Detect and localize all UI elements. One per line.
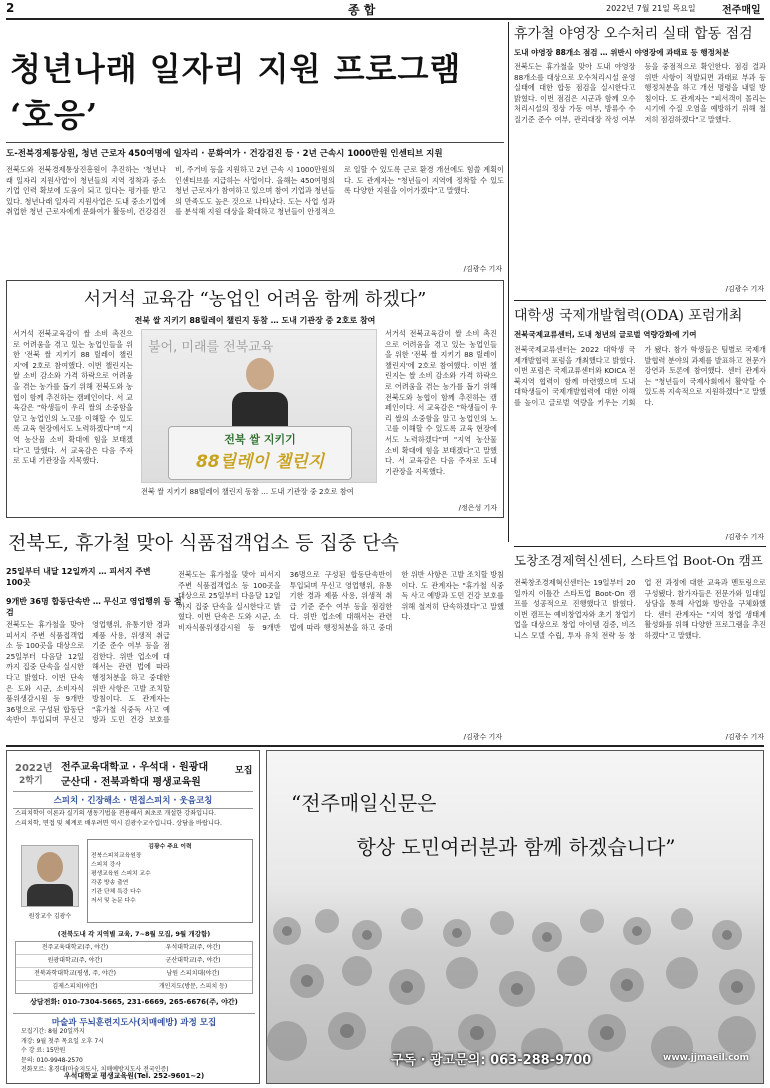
body-right: 서거석 전북교육감이 쌀 소비 촉진으로 어려움을 겪고 있는 농업인들을 위한 '전북 쌀 지키기 88 릴레이 챌린지'에 2호로 참여했다. 이번 챌린지는 쌀 소비 감소와 가격 하락으로 어려움을 겪는 농가를 돕기 위해 전북도와 농협이 함께 추진하는 캠페인이다. 서 교육감은 "학생들이 우리 쌀의 소중함을 알고 농업인의 노고를 이해할 수 있도록 교육 현장에서도 노력하겠다"며 "지역 농산물 소비 확대에 힘을 보태겠다"고 말했다. 서 교육감은 다음 주자로 도내 기관장을 지목했다. bbox=[385, 329, 497, 476]
ad-website: www.jjmaeil.com bbox=[663, 1053, 749, 1063]
photo-caption: 원장교수 김광수 bbox=[28, 913, 72, 920]
ad-intro-2: 스피치학, 면접 및 체계로 배우려면 역시 김광수교수입니다. 상담을 바랍니다. bbox=[15, 820, 222, 827]
headline: 서거석 교육감 “농업인 어려움 함께 하겠다” bbox=[83, 289, 427, 310]
subhead: 전북국제교류센터, 도내 청년의 글로벌 역량강화에 기여 bbox=[514, 330, 697, 339]
ad-line-1: “전주매일신문은 bbox=[291, 791, 437, 815]
article-resort bbox=[514, 24, 766, 294]
headline: 휴가철 야영장 오수처리 실태 합동 점검 bbox=[514, 26, 753, 42]
article-food bbox=[6, 524, 504, 742]
ads-top-rule bbox=[6, 745, 764, 747]
ad-footer: 우석대학교 평생교육원(Tel. 252-9601~2) bbox=[63, 1072, 205, 1080]
body: 전북도와 전북경제통상진흥원이 추진하는 '청년나래 일자리 지원사업'이 청년들의 지역 정착과 중소기업 인력 확보에 도움이 되고 있다는 평가를 받고 있다. 청년나래 일자리 지원사업은 도내 중소기업에 취업한 청년 근로자에게 문화여가 활동비, 건강검진비, 주거비 등을 지원하고 2년 근속 시 1000만원의 인센티브를 지급하는 사업이다. 올해는 450여명의 청년 근로자가 참여하고 있으며 참여 기업과 청년들의 만족도도 높은 것으로 나타났다. 도는 사업 성과를 분석해 지원 대상을 확대하고 청년들이 안정적으로 일할 수 있도록 근로 환경 개선에도 힘쓸 계획이다. 도 관계자는 "청년들이 지역에 정착할 수 있도록 다양한 지원을 이어가겠다"고 말했다. bbox=[6, 165, 504, 217]
ad-phone: 상담전화: 010-7304-5665, 231-6669, 265-6676(주, 야간) bbox=[30, 998, 238, 1006]
profile-item: 스피치 강사 bbox=[91, 862, 121, 868]
subhead: 도내 야영장 88개소 점검 … 위반시 야영장에 과태료 등 행정처분 bbox=[514, 48, 730, 57]
body-left: 서거석 전북교육감이 쌀 소비 촉진으로 어려움을 겪고 있는 농업인들을 위한 '전북 쌀 지키기 88 릴레이 챌린지'에 2호로 참여했다. 이번 챌린지는 쌀 소비 감소와 가격 하락으로 어려움을 겪는 농가를 돕기 위해 전북도와 농협이 함께 추진하는 캠페인이다. 서 교육감은 "학생들이 우리 쌀의 소중함을 알고 농업인의 노고를 이해할 수 있도록 교육 현장에서도 노력하겠다"며 "지역 농산물 소비 확대에 힘을 보태겠다"고 말했다. 서 교육감은 다음 주자로 도내 기관장을 지목했다. bbox=[13, 329, 133, 466]
branch-row bbox=[16, 955, 252, 968]
body-right: 전북도는 휴가철을 맞아 피서지 주변 식품접객업소 등 100곳을 대상으로 25일부터 다음달 12일까지 집중 단속을 실시한다고 밝혔다. 이번 단속은 도와 시군, 소비자식품위생감시원 등 9개반 36명으로 구성된 합동단속반이 투입되며 무신고 영업행위, 유통기한 경과 제품 사용, 위생적 취급 기준 준수 여부 등을 점검한다. 위반 업소에 대해서는 관련 법에 따라 행정처분을 하고 중대한 위반 사항은 고발 조치할 방침이다. 도 관계자는 "휴가철 식중독 사고 예방과 도민 건강 보호를 위해 철저히 단속하겠다"고 말했다. bbox=[178, 570, 504, 632]
ad-paper bbox=[266, 750, 764, 1084]
branch-row bbox=[16, 981, 252, 993]
byline: /김광수 기자 bbox=[725, 533, 764, 541]
body: 전북도는 휴가철을 맞아 도내 야영장 88개소를 대상으로 오수처리시설 운영 실태에 대한 합동 점검을 실시한다고 밝혔다. 이번 점검은 시군과 함께 오수처리시설의 정상 가동 여부, 방류수 수질기준 준수 여부, 관리대장 작성 여부 등을 중점적으로 확인한다. 점검 결과 위반 사항이 적발되면 과태료 부과 등 행정처분을 하고 개선 명령을 내릴 방침이다. 도 관계자는 "피서객이 몰리는 시기에 수질 오염을 예방하기 위해 철저히 점검하겠다"고 말했다. bbox=[514, 62, 766, 124]
branch: 남원 스피치대(야간) bbox=[166, 970, 220, 977]
subhead: 전북 쌀 지키기 88릴레이 챌린지 동참 … 도내 기관장 중 2호로 참여 bbox=[134, 316, 376, 325]
magic-item: 모집기간: 8월 20일까지 bbox=[21, 1028, 85, 1035]
article-startup bbox=[514, 552, 766, 742]
profile-box bbox=[87, 839, 253, 923]
header-rule bbox=[6, 18, 764, 20]
issue-date: 2022년 7월 21일 목요일 bbox=[606, 4, 696, 13]
branch: 전주교육대학교(주, 야간) bbox=[41, 944, 109, 951]
challenge-photo bbox=[141, 329, 377, 483]
branch-row bbox=[16, 968, 252, 981]
challenge-board bbox=[168, 426, 352, 480]
body: 전북창조경제혁신센터는 19일부터 20일까지 이틀간 스타트업 Boot-On 캠프를 성공적으로 진행했다고 밝혔다. 이번 캠프는 예비창업자와 초기 창업기업을 대상으로 창업 아이템 검증, 비즈니스 모델 수립, 투자 유치 전략 등 창업 전 과정에 대한 교육과 멘토링으로 구성됐다. 참가자들은 전문가와 일대일 상담을 통해 사업화 방안을 구체화했다. 센터 관계자는 "지역 창업 생태계 활성화를 위해 다양한 프로그램을 추진하겠다"고 말했다. bbox=[514, 578, 766, 640]
branch: 원광대학교(주, 야간) bbox=[47, 957, 103, 964]
paper-name: 전주매일 bbox=[722, 5, 761, 16]
magic-item: 전화모르: 홍경대(마술지도사, 치매예방지도사 전국인증) bbox=[21, 1066, 169, 1073]
byline: /정은성 기자 bbox=[458, 504, 497, 512]
headline: 전북도, 휴가철 맞아 식품접객업소 등 집중 단속 bbox=[8, 532, 400, 554]
ad-schools-2: 군산대 · 전북과학대 평생교육원 bbox=[61, 777, 201, 788]
profile-item: 전북스피치교육원장 bbox=[91, 853, 142, 859]
schedule-note: (전북도내 각 지역별 교육, 7~8월 모집, 9월 개강함) bbox=[57, 930, 211, 938]
ad-intro: 스피치학이 이론과 실기의 생동기법을 전용해서 최초로 개설한 강좌입니다. bbox=[15, 810, 217, 817]
divider bbox=[514, 300, 766, 301]
profile-item: 평생교육원 스피치 교수 bbox=[91, 871, 151, 877]
body-left: 전북도는 휴가철을 맞아 피서지 주변 식품접객업소 등 100곳을 대상으로 25일부터 다음달 12일까지 집중 단속을 실시한다고 밝혔다. 이번 단속은 도와 시군, 소비자식품위생감시원 등 9개반 36명으로 구성된 합동단속반이 투입되며 무신고 영업행위, 유통기한 경과 제품 사용, 위생적 취급 기준 준수 여부 등을 점검한다. 위반 업소에 대해서는 관련 법에 따라 행정처분을 하고 중대한 위반 사항은 고발 조치할 방침이다. 도 관계자는 "휴가철 식중독 사고 예방과 도민 건강 보호를 bbox=[6, 620, 170, 725]
page-number: 2 bbox=[6, 1, 15, 15]
branch: 우석대학교(주, 야간) bbox=[165, 944, 221, 951]
page-header bbox=[6, 0, 764, 17]
magic-item: 수 강 료: 15만원 bbox=[21, 1047, 66, 1054]
branch: 전북과학대학교(평생, 주, 야간) bbox=[34, 970, 116, 977]
ad-contact: 구독 · 광고문의: 063-288-9700 bbox=[391, 1053, 592, 1068]
profile-item: 각종 방송 출연 bbox=[91, 880, 129, 886]
column-divider bbox=[508, 22, 509, 542]
subhead-1: 25일부터 내달 12일까지 … 피서지 주변 100곳 bbox=[6, 567, 151, 587]
branch: 김제스피치(야간) bbox=[52, 983, 98, 990]
headline: 도창조경제혁신센터, 스타트업 Boot-On 캠프 bbox=[514, 553, 763, 568]
profile-item: 저서 및 논문 다수 bbox=[91, 898, 136, 904]
subhead: 도-전북경제통상원, 청년 근로자 450여명에 일자리 · 문화여가 · 건강검진 등 · 2년 근속시 1000만원 인센티브 지원 bbox=[6, 142, 504, 159]
magic-item: 문의: 010-9948-2570 bbox=[21, 1056, 83, 1064]
magic-title: 마술과 두뇌훈련지도사(치매예방) 과정 모집 bbox=[13, 1013, 255, 1028]
ad-school bbox=[6, 750, 260, 1084]
person-figure bbox=[232, 358, 288, 428]
photo-slogan: 불어, 미래를 전북교육 bbox=[148, 340, 274, 355]
byline: /김광수 기자 bbox=[463, 733, 502, 741]
magic-list bbox=[21, 1027, 255, 1075]
headline: 청년나래 일자리 지원 프로그램 ‘호응’ bbox=[10, 50, 462, 134]
section-name: 종 합 bbox=[348, 3, 376, 17]
ad-recruit: 모집 bbox=[235, 766, 253, 776]
byline: /김광수 기자 bbox=[725, 733, 764, 741]
ad-schools-1: 전주교육대학교 · 우석대 · 원광대 bbox=[61, 762, 209, 773]
ad-line-2: 항상 도민여러분과 함께 하겠습니다” bbox=[356, 835, 676, 859]
byline: /김광수 기자 bbox=[463, 265, 502, 273]
ad-year: 2022년 bbox=[15, 763, 53, 774]
profile-item: 기관 단체 특강 다수 bbox=[91, 889, 142, 895]
headline: 대학생 국제개발협력(ODA) 포럼개최 bbox=[514, 308, 743, 324]
subhead-2: 9개반 36명 합동단속반 … 무신고 영업행위 등 점검 bbox=[6, 597, 182, 617]
byline: /김광수 기자 bbox=[725, 285, 764, 293]
article-youth bbox=[6, 22, 504, 274]
board-title: 전북 쌀 지키기 bbox=[224, 433, 296, 446]
body-middle: 전북 쌀 지키기 88릴레이 챌린지 동참 … 도내 기관장 중 2호로 참여 bbox=[141, 487, 354, 496]
divider bbox=[514, 546, 766, 547]
branch-table bbox=[15, 941, 253, 994]
article-edu bbox=[6, 280, 504, 518]
ad-term: 2학기 bbox=[19, 776, 43, 786]
branch-row bbox=[16, 942, 252, 955]
profile-title: 김광수 주요 이력 bbox=[148, 844, 192, 850]
body: 전북국제교류센터는 2022 대학생 국제개발협력 포럼을 개최했다고 밝혔다. 이번 포럼은 국제교류센터와 KOICA 전북지역 협력이 함께 마련했으며 도내 대학생들이 국제개발협력에 대한 이해를 높이고 글로벌 역량을 키우는 기회가 됐다. 참가 학생들은 팀별로 국제개발협력 분야의 과제를 발표하고 전문가 강연과 토론에 참여했다. 센터 관계자는 "청년들이 국제사회에서 활약할 수 있도록 지속적으로 지원하겠다"고 말했다. bbox=[514, 345, 766, 407]
article-oda bbox=[514, 306, 766, 542]
branch: 개인지도(방문, 스피치 등) bbox=[158, 983, 228, 990]
board-challenge: 88릴레이 챌린지 bbox=[195, 452, 325, 472]
magic-item: 개강: 9월 첫주 목요일 오후 7시 bbox=[21, 1037, 104, 1045]
ad-course-title: 스피치 · 긴장해소 · 면접스피치 · 웃음코칭 bbox=[13, 791, 253, 809]
profile-photo bbox=[21, 845, 79, 907]
branch: 군산대학교(주, 야간) bbox=[165, 957, 221, 964]
